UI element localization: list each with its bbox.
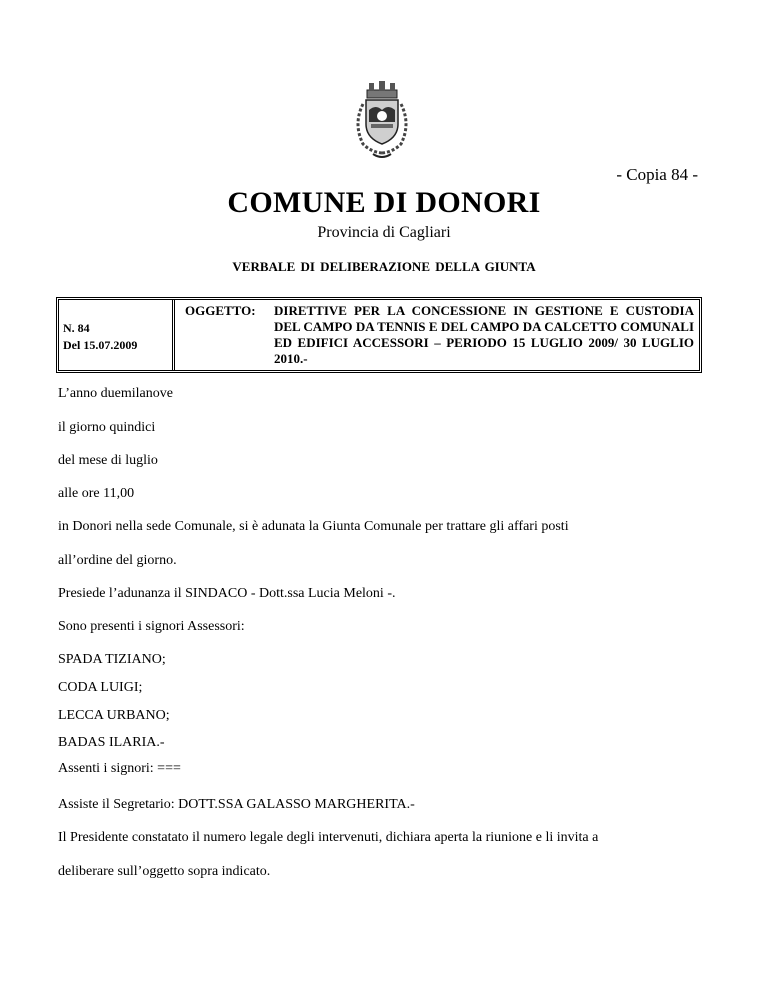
- subject-text: DIRETTIVE PER LA CONCESSIONE IN GESTIONE E CUSTODIA DEL CAMPO DA TENNIS E DEL CAMPO DA CALCETTO COMUNALI ED EDIFICI ACCESSORI – PERIODO 15 LUGLIO 2009/ 30 LUGLIO 2010.-: [274, 303, 694, 366]
- assessor-item: BADAS ILARIA.-: [58, 735, 165, 750]
- document-type-heading: VERBALE DI DELIBERAZIONE DELLA GIUNTA: [232, 259, 536, 274]
- assessor-item: LECCA URBANO;: [58, 708, 170, 723]
- present-intro-line: Sono presenti i signori Assessori:: [58, 619, 245, 634]
- deliberation-date: Del 15.07.2009: [63, 338, 138, 352]
- month-line: del mese di luglio: [58, 453, 158, 468]
- page-title: COMUNE DI DONORI: [227, 186, 541, 219]
- subject-label: OGGETTO:: [185, 303, 256, 318]
- province-subtitle: Provincia di Cagliari: [317, 224, 451, 241]
- box-divider: [172, 300, 175, 370]
- assessor-item: CODA LUIGI;: [58, 680, 143, 695]
- absent-line: Assenti i signori: ===: [58, 761, 181, 776]
- year-line: L’anno duemilanove: [58, 386, 173, 401]
- day-line: il giorno quindici: [58, 420, 156, 435]
- assessor-item: SPADA TIZIANO;: [58, 652, 166, 667]
- deliberation-info-box: [58, 299, 700, 371]
- deliberation-number: N. 84: [63, 321, 90, 335]
- copy-number-label: - Copia 84 -: [616, 165, 698, 184]
- closing-line-2: deliberare sull’oggetto sopra indicato.: [58, 864, 271, 879]
- closing-line-1: Il Presidente constatato il numero legale degli intervenuti, dichiara aperta la riunione e li invita a: [58, 830, 599, 845]
- hour-line: alle ore 11,00: [58, 486, 135, 501]
- deliberation-number-cell: [63, 320, 137, 354]
- municipal-crest-icon: [349, 80, 415, 162]
- secretary-line: Assiste il Segretario: DOTT.SSA GALASSO MARGHERITA.-: [58, 797, 415, 812]
- place-line-2: all’ordine del giorno.: [58, 553, 177, 568]
- place-line-1: in Donori nella sede Comunale, si è adunata la Giunta Comunale per trattare gli affari posti: [58, 519, 569, 534]
- president-line: Presiede l’adunanza il SINDACO - Dott.ssa Lucia Meloni -.: [58, 586, 396, 601]
